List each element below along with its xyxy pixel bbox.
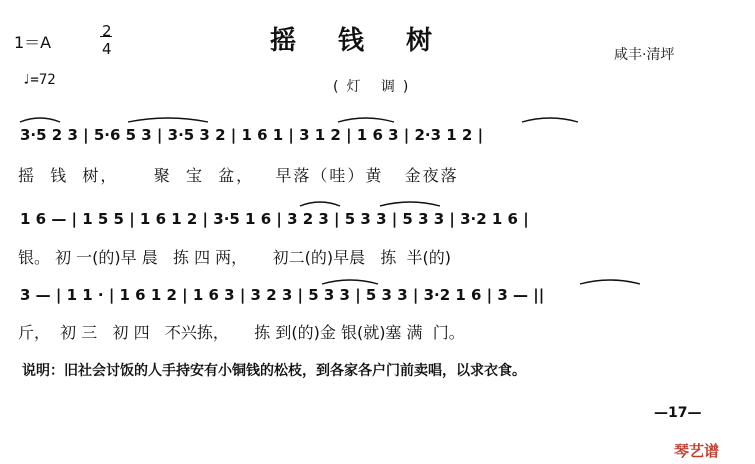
lyric-line-3: 斤， 初 三 初 四 不兴拣， 拣 到(的)金 银(就)塞 满 门。 [18,323,465,342]
notes-line-2: 1 6 — | 1 5 5 | 1 6 1 2 | 3·5 1 6 | 3 2 3 | 5 3 3 | 5 3 3 | 3·2 1 6 | [20,210,529,228]
song-subtitle: (灯 调) [333,79,417,95]
lyric-line-1: 摇 钱 树， 聚 宝 盆， 早落（哇）黄 金夜落 [18,166,459,185]
notation-line-2 [20,210,529,229]
watermark-logo: 琴艺谱 [674,442,720,460]
notes-line-1: 3·5 2 3 | 5·6 5 3 | 3·5 3 2 | 1 6 1 | 3 1 2 | 1 6 3 | 2·3 1 2 | [20,126,484,144]
song-credit: 咸丰·清坪 [614,47,675,63]
time-denominator: 4 [102,40,112,58]
footnote: 说明：旧社会讨饭的人手持安有小铜钱的松枝，到各家各户门前卖唱，以求衣食。 [22,363,526,379]
lyric-line-2: 银。 初 一(的)早 晨 拣 四 两， 初二(的)早晨 拣 半(的) [18,248,452,267]
slur [338,118,394,122]
page-number: —17— [654,405,702,421]
slur [128,118,208,122]
slur [20,118,60,122]
key-label: 1＝A [14,33,52,52]
notation-line-3 [20,286,544,305]
slur [322,280,378,284]
tempo-mark: ♩=72 [22,72,56,88]
notation-line-1 [20,126,483,145]
time-numerator: 2 [102,22,112,40]
slur [380,202,440,206]
song-title: 摇钱树 [270,26,475,56]
slur [522,118,578,122]
notes-line-3: 3 — | 1 1 · | 1 6 1 2 | 1 6 3 | 3 2 3 | 5 3 3 | 5 3 3 | 3·2 1 6 | 3 — || [20,286,545,304]
slur [300,202,340,206]
slur [580,280,640,284]
